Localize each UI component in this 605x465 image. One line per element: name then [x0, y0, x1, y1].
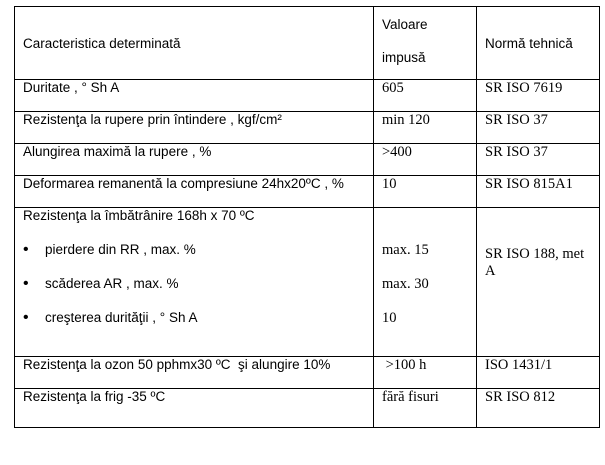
row-characteristic: Alungirea maximă la rupere , %: [15, 144, 374, 176]
list-item: [23, 242, 365, 257]
list-item: [23, 276, 365, 291]
table-row: [15, 357, 600, 389]
row-norm: SR ISO 37: [477, 112, 600, 144]
aging-norm: SR ISO 188, met A: [485, 246, 585, 279]
header-value-line2: impusă: [382, 50, 426, 65]
list-item: [23, 310, 365, 325]
row-norm: SR ISO 7619: [477, 80, 600, 112]
row-characteristic: Deformarea remanentă la compresiune 24hx20ºC , %: [15, 176, 374, 208]
bullet-icon: •: [23, 275, 29, 292]
header-value-line1: Valoare: [382, 17, 428, 32]
aging-item-value: max. 15: [382, 242, 429, 258]
ozone-value: >100 h: [374, 357, 477, 389]
aging-item-label: creşterea durităţii , ° Sh A: [45, 310, 198, 325]
row-norm: SR ISO 815A1: [477, 176, 600, 208]
table-row: [15, 112, 600, 144]
aging-title: Rezistenţa la îmbătrânire 168h x 70 ºC: [23, 208, 255, 223]
aging-item-value: max. 30: [382, 276, 429, 292]
bullet-icon: •: [23, 309, 29, 326]
table-row: [15, 389, 600, 428]
row-value: >400: [374, 144, 477, 176]
header-row: [15, 7, 600, 80]
aging-row: [15, 208, 600, 357]
table-row: [15, 144, 600, 176]
header-value: [374, 7, 477, 80]
aging-item-value: 10: [382, 310, 397, 326]
row-value: min 120: [374, 112, 477, 144]
aging-sublist: [23, 242, 365, 325]
frost-characteristic: Rezistenţa la frig -35 ºC: [15, 389, 374, 428]
aging-characteristic: [15, 208, 374, 357]
ozone-characteristic: Rezistenţa la ozon 50 pphmx30 ºC şi alungire 10%: [15, 357, 374, 389]
header-norm: Normă tehnică: [477, 7, 600, 80]
aging-item-label: pierdere din RR , max. %: [45, 242, 196, 257]
aging-norm-cell: [477, 208, 600, 357]
table-row: [15, 80, 600, 112]
bullet-icon: •: [23, 241, 29, 258]
aging-item-label: scăderea AR , max. %: [45, 276, 179, 291]
aging-values: [374, 208, 477, 357]
row-norm: SR ISO 37: [477, 144, 600, 176]
row-characteristic: Duritate , ° Sh A: [15, 80, 374, 112]
ozone-norm: ISO 1431/1: [477, 357, 600, 389]
frost-value: fără fisuri: [374, 389, 477, 428]
row-characteristic: Rezistenţa la rupere prin întindere , kgf/cm²: [15, 112, 374, 144]
row-value: 10: [374, 176, 477, 208]
row-value: 605: [374, 80, 477, 112]
table-row: [15, 176, 600, 208]
specification-table: [14, 6, 600, 428]
frost-norm: SR ISO 812: [477, 389, 600, 428]
header-characteristic: Caracteristica determinată: [15, 7, 374, 80]
